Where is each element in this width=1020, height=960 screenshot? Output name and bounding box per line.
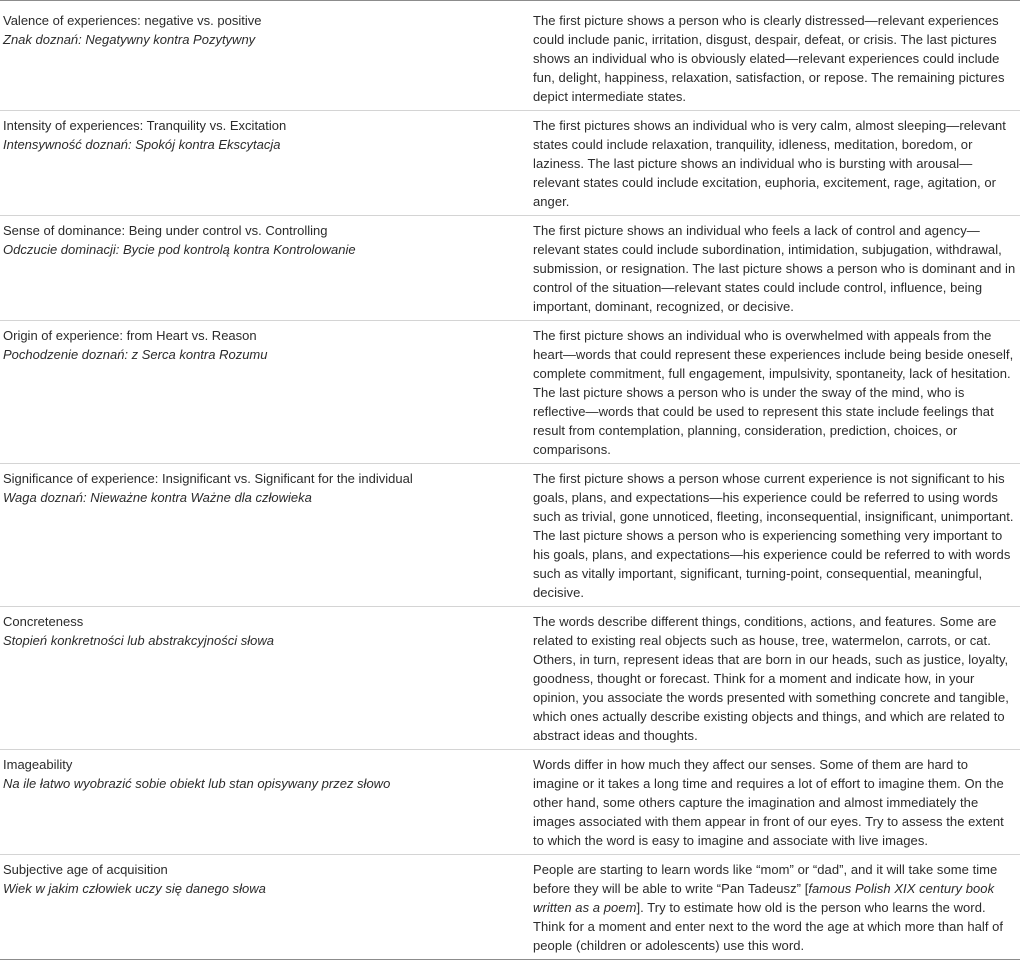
description-cell: The first picture shows an individual who is overwhelmed with appeals from the heart—words that could represent these experiences include being beside oneself, complete commitment, full engagement, impulsivity, spontaneity, lack of hesitation. The last picture shows a person who is under the sway of the mind, who is reflective—words that could be used to represent this state include feelings that result from contemplation, planning, consideration, prediction, choices, or comparisons. (533, 328, 1014, 457)
term-cell (0, 326, 533, 459)
term-polish: Wiek w jakim człowiek uczy się danego słowa (3, 881, 266, 896)
term-cell (0, 612, 533, 745)
term-cell (0, 860, 533, 955)
table-row-dominance (0, 216, 1020, 321)
table-row-intensity (0, 111, 1020, 216)
table-row-age-of-acquisition (0, 855, 1020, 959)
description-cell: The first picture shows a person who is clearly distressed—relevant experiences could include panic, irritation, disgust, despair, defeat, or crisis. The last pictures shows an individual who is obviously elated—relevant experiences could include fun, delight, happiness, relaxation, satisfaction, or repose. The remaining pictures depict intermediate states. (533, 13, 1005, 104)
term-polish: Na ile łatwo wyobrazić sobie obiekt lub stan opisywany przez słowo (3, 776, 391, 791)
term-english: Concreteness (3, 614, 84, 629)
description-cell: The first picture shows an individual who feels a lack of control and agency—relevant states could include subordination, intimidation, subjugation, withdrawal, submission, or resignation. The last picture shows a person who is dominant and in control of the situation—relevant states could include control, influence, being important, dominant, recognized, or decisive. (533, 223, 1016, 314)
description-text: People are starting to learn words like “mom” or “dad”, and it will take some time before they will be able to write “Pan Tadeusz” [ (533, 862, 998, 896)
term-cell (0, 469, 533, 602)
table-row-concreteness (0, 607, 1020, 750)
term-polish: Intensywność doznań: Spokój kontra Ekscytacja (3, 137, 281, 152)
term-english: Imageability (3, 757, 73, 772)
term-cell (0, 11, 533, 106)
term-english: Intensity of experiences: Tranquility vs. Excitation (3, 118, 287, 133)
term-polish: Znak doznań: Negatywny kontra Pozytywny (3, 32, 256, 47)
description-italic-text: famous Polish XIX century book written as a poem (533, 881, 995, 915)
description-cell: The first picture shows a person whose current experience is not significant to his goals, plans, and expectations—his experience could be referred to using words such as trivial, gone unnoticed, fleeting, inconsequential, insignificant, unimportant. The last picture shows a person who is experiencing something very important to his goals, plans, and expectations—his experience could be referred to with words such as vitally important, significant, turning-point, consequential, meaningful, decisive. (533, 471, 1014, 600)
term-cell (0, 221, 533, 316)
table-row-imageability (0, 750, 1020, 855)
term-polish: Stopień konkretności lub abstrakcyjności słowa (3, 633, 274, 648)
term-polish: Pochodzenie doznań: z Serca kontra Rozumu (3, 347, 268, 362)
term-polish: Odczucie dominacji: Bycie pod kontrolą kontra Kontrolowanie (3, 242, 356, 257)
table-row-valence (0, 6, 1020, 111)
description-cell: The first pictures shows an individual who is very calm, almost sleeping—relevant states could include relaxation, tranquility, idleness, meditation, boredom, or laziness. The last picture shows an individual who is bursting with arousal—relevant states could include excitation, euphoria, excitement, rage, agitation, or anger. (533, 118, 1006, 209)
term-english: Significance of experience: Insignificant vs. Significant for the individual (3, 471, 413, 486)
term-polish: Waga doznań: Nieważne kontra Ważne dla człowieka (3, 490, 312, 505)
term-english: Origin of experience: from Heart vs. Reason (3, 328, 257, 343)
description-text-end: ]. Try to estimate how old is the person who learns the word. Think for a moment and enter next to the word the age at which more than half of people (children or adolescents) use this word. (533, 900, 1004, 953)
table-row-origin (0, 321, 1020, 464)
description-cell (533, 860, 1020, 955)
term-english: Valence of experiences: negative vs. positive (3, 13, 262, 28)
term-english: Subjective age of acquisition (3, 862, 168, 877)
term-english: Sense of dominance: Being under control vs. Controlling (3, 223, 328, 238)
term-cell (0, 116, 533, 211)
table-row-significance (0, 464, 1020, 607)
term-cell (0, 755, 533, 850)
description-cell: Words differ in how much they affect our senses. Some of them are hard to imagine or it takes a long time and requires a lot of effort to imagine them. On the other hand, some others capture the imagination and almost immediately the images associated with them appear in front of our eyes. Try to assess the extent to which the word is easy to imagine and associate with live images. (533, 757, 1004, 848)
description-cell: The words describe different things, conditions, actions, and features. Some are related to existing real objects such as house, tree, watermelon, carrots, or cat. Others, in turn, represent ideas that are born in our heads, such as justice, loyalty, goodness, thought or forecast. Think for a moment and indicate how, in your opinion, you associate the words presented with something concrete and tangible, which ones actually describe existing objects and things, and which are related to abstract ideas and thoughts. (533, 614, 1009, 743)
